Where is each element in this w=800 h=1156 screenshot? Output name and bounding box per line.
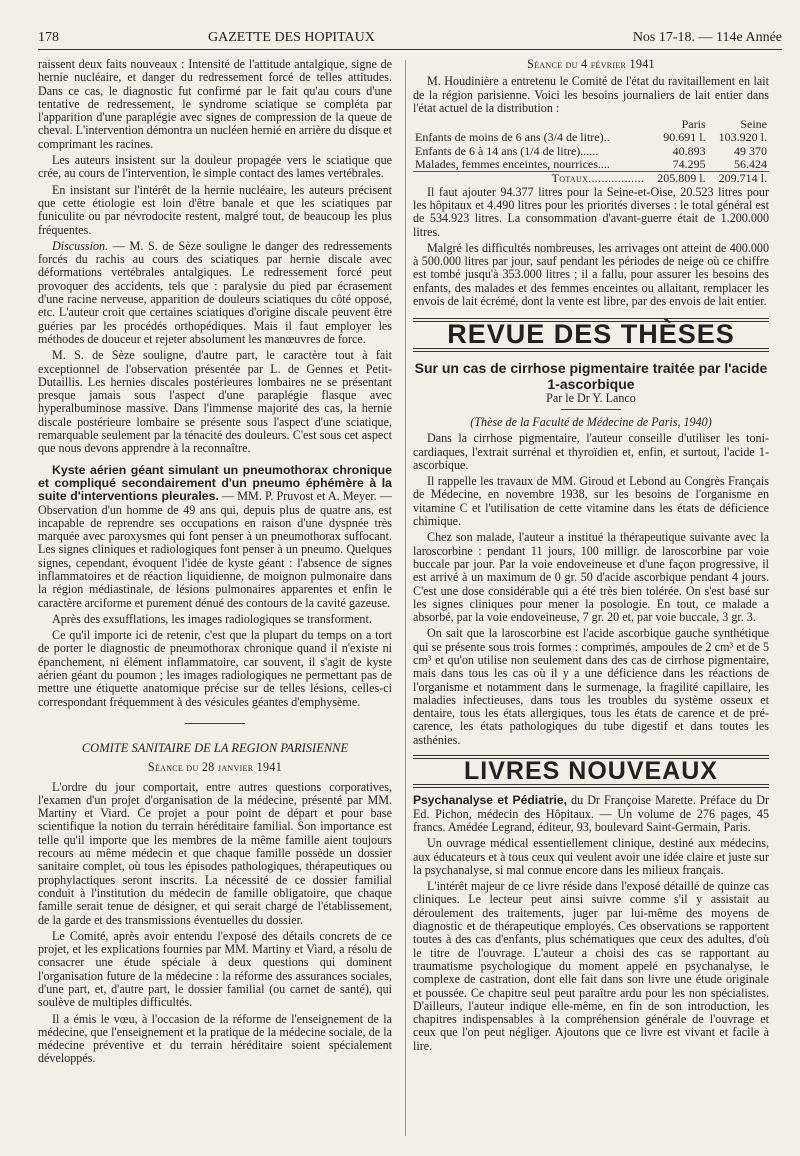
- paragraph: M. S. de Sèze souligne, d'autre part, le caractère tout à fait exceptionnel de l'observation présentée par L. de Gennes et Petit-Dutaillis. Les hernies discales postérieures lombaires ne se présentant presque jamais sous l'aspect d'une paraplégie flasque avec hyperalbuminose massive. Dans l'immense majorité des cas, la hernie discale postérieure lombaire se présente sous l'aspect d'une sciatique, remarquable seulement par la ténacité des douleurs. C'est sous cet aspect que nous devons apprendre à la reconnaître.: [38, 348, 392, 456]
- table-header-row: Paris Seine: [681, 117, 767, 132]
- paragraph: Dans la cirrhose pigmentaire, l'auteur conseille d'utiliser les toni-cardiaques, l'extrait surrénal et thyroïdien et, enfin, et surtout, l'acide 1-ascorbique.: [413, 431, 769, 472]
- paragraph: Malgré les difficultés nombreuses, les arrivages ont atteint de 400.000 à 500.000 litres par jour, sauf pendant les périodes de neige où ce chiffre est tombé jusqu'à 353.000 litres ; il a fallu, pour assurer les besoins des enfants, des malades et des femmes enceintes ou allaitant, remplacer les envois de lait écrémé, dont la vente est libre, par des envois de lait entier.: [413, 240, 769, 309]
- header-rule: [38, 49, 782, 50]
- communication-title: Kyste aérien géant simulant un pneumothorax chronique et compliqué secondairement d'un pneumo éphémère à la suite d'interventions pleurales.: [38, 462, 392, 504]
- section-heading: COMITE SANITAIRE DE LA REGION PARISIENNE: [81, 740, 349, 755]
- article-title: Sur un cas de cirrhose pigmentaire traitée par l'acide 1-ascorbique: [414, 359, 768, 392]
- page-header: [38, 30, 782, 48]
- left-column: [38, 58, 392, 1069]
- paragraph: Ce qu'il importe ici de retenir, c'est que la plupart du temps on a tort de porter le diagnostic de pneumothorax chronique quand il n'existe ni épanchement, ni élément inflammatoire, car souvent, il s'agit de kyste aérien géant du poumon ; les images radiologiques ne permettant pas de mettre une étiquette anatomique précise sur de telles lésions, celles-ci correspondant fréquemment à des vésicules géantes d'emphysème.: [38, 628, 392, 709]
- paragraph: Un ouvrage médical essentiellement clinique, destiné aux médecins, aux éducateurs et à tous ceux qui veulent avoir une idée claire et juste sur la psychanalyse, si mal connue encore dans les milieux français.: [413, 836, 769, 877]
- paragraph: Chez son malade, l'auteur a institué la thérapeutique suivante avec la laroscorbine : pendant 11 jours, 100 milligr. de laroscorbine par voie buccale par jour. Par la voie endoveineuse et d'une façon progressive, il est arrivé à un maximum de 0 gr. 50 d'acide ascorbique pendant 4 jours. C'est une dose considérable qui a été très bien tolérée. On s'est basé sur les signes cliniques pour mener la posologie. En tout, ce malade a absorbé, par la voie endoveineuse, 7 gr. 20 et, par voie buccale, 3 gr. 3.: [413, 530, 769, 625]
- paragraph: raissent deux faits nouveaux : Intensité de l'attitude antalgique, signe de hernie nucléaire, et danger du redressement forcé de telles attitudes. Dans ce cas, le diagnostic fut confirmé par le fait qu'au cours d'une tentative de redressement, le syndrome sciatique se compléta par l'apparition d'une paraplégie avec signes de compression de la queue de cheval. L'intervention démontra un nucléen hernié en arrière du disque et comprimant les racines.: [38, 57, 392, 151]
- paragraph: Il faut ajouter 94.377 litres pour la Seine-et-Oise, 20.523 litres pour les hôpitaux et 4.490 litres pour les priorités diverses : le total général est de 534.923 litres. La consommation d'avant-guerre était de 1.200.000 litres.: [413, 184, 769, 239]
- paragraph: Après des exsufflations, les images radiologiques se transforment.: [52, 611, 372, 626]
- paragraph: L'ordre du jour comportait, entre autres questions corporatives, l'examen d'un projet d'organisation de la médecine, présenté par MM. Martiny et Viard. Ce projet a pour point de départ et pour base scientifique la notion du terrain héréditaire familial. Son importance est telle qu'il importe que les membres de la même famille aient toujours recours au même médecin et que chaque famille possède un dossier sanitaire complet, où tous les épisodes pathologiques, thérapeutiques ou prophylactiques seront inscrits. La nécessité de ce dossier familial conduit à l'institution du médecin de famille obligatoire, que chaque famille serait tenue de désigner, et qui serait chargé de l'établissement, de la garde et des transmissions éventuelles du dossier.: [38, 779, 392, 927]
- separator: [185, 723, 245, 724]
- discussion-lead: Discussion.: [52, 238, 109, 253]
- seance-heading: Séance du 28 janvier 1941: [147, 760, 283, 775]
- table-row: Enfants de 6 à 14 ans (1/4 de litre)...... 40.893 49 370: [415, 143, 767, 158]
- milk-table: [413, 118, 769, 185]
- page-number: 178: [38, 30, 59, 45]
- issue-info: Nos 17-18. — 114e Année: [632, 30, 782, 45]
- livres-heading: LIVRES NOUVEAUX: [464, 757, 718, 786]
- right-column: [413, 58, 769, 1056]
- paragraph: En insistant sur l'intérêt de la hernie nucléaire, les auteurs précisent que cette étiologie est loin d'être banale et que les sciatiques par funiculite ou par névrodocite restent, malgré tout, de beaucoup les plus fréquentes.: [38, 182, 392, 237]
- book-reference: Psychanalyse et Pédiatrie, du Dr Françoise Marette. Préface du Dr Ed. Pichon, médecin des Hôpitaux. — Un volume de 276 pages, 45 francs. Amédée Legrand, éditeur, 93, boulevard Saint-Germain, Paris.: [413, 793, 769, 834]
- separator: [561, 409, 621, 410]
- paragraph: Discussion. — M. S. de Sèze souligne le danger des redressements forcés du rachis au cours des sciatiques par hernie discale avec déformations vertébrales antalgiques. Le redressement forcé peut provoquer des accidents, tels que : paralysie du pied par écrasement d'une racine nerveuse, apparition de douleurs sciatiques du côté opposé, etc. L'auteur croit que certaines sciatiques d'origine discale peuvent être guéries par les procédés orthopédiques. Mais il faut employer les méthodes de douceur et rejeter absolument les manœuvres de force.: [38, 238, 392, 346]
- table-row: Enfants de moins de 6 ans (3/4 de litre).. 90.691 l. 103.920 l.: [415, 130, 767, 145]
- paragraph: Le Comité, après avoir entendu l'exposé des détails concrets de ce projet, et les explications fournies par MM. Martiny et Viard, a résolu de consacrer une étude spéciale à deux questions qui dominent l'organisation future de la médecine : la réforme des assurances sociales, d'une part, et, d'autre part, le dossier familial (ou carnet de santé), qui soulève de multiples difficultés.: [38, 928, 392, 1010]
- table-row: Malades, femmes enceintes, nourrices.... 74.295 56.424: [415, 157, 767, 172]
- article-author: Par le Dr Y. Lanco: [546, 390, 636, 405]
- table-total-row: Totaux................. 205.809 l. 209.714 l.: [413, 172, 769, 186]
- paragraph: Kyste aérien géant simulant un pneumothorax chronique et compliqué secondairement d'un pneumo éphémère à la suite d'interventions pleurales. — MM. P. Pruvost et A. Meyer. — Observation d'un homme de 49 ans qui, depuis plus de quatre ans, est incapable de reprendre ses occupations en raison d'une dyspnée très marquée avec paroxysmes qui font penser à un pneumothorax suffocant. Les signes cliniques et radiologiques font penser à un pneumo. Quelques signes, cependant, évoquent l'idée de kyste géant : l'absence de signes inflammatoires et de réaction liquidienne, de moignon pulmonaire dans la région médiastinale, de lésions pulmonaires apparentes et enfin le caractère arciforme et purement dénué des contours de la cavité gazeuse.: [38, 462, 392, 610]
- paragraph: On sait que la laroscorbine est l'acide ascorbique gauche synthétique qui se présente sous trois formes : comprimés, ampoules de 2 cm³ et de 5 cm³ et qu'on utilise non seulement dans des cas de cirrhose pigmentaire, mais dans tous les cas où il y a une déficience dans les réactions de l'organisme et notamment dans le surmenage, la fragilité capillaire, les maladies infectieuses, dans tous les troubles du système osseux et dentaire, tous les états allergiques, tous les états de carence et de pré-carence, les états pathologiques du tube digestif et dans toutes les asthénies.: [413, 626, 769, 747]
- seance-heading: Séance du 4 février 1941: [527, 57, 655, 71]
- paragraph: Il a émis le vœu, à l'occasion de la réforme de l'enseignement de la médecine, que l'enseignement et la pratique de la médecine sociale, de la médecine préventive et du terrain héréditaire soient spécialement développés.: [38, 1011, 392, 1066]
- paragraph: L'intérêt majeur de ce livre réside dans l'exposé détaillé de quinze cas cliniques. Le lecteur peut ainsi suivre comme s'il y assistait au déroulement des traitements, juger par lui-même des moyens de diagnostic et de thérapeutique employés. Ces observations se rapportent toutes à des cas d'enfants, plus schématiques que ceux des adultes, d'où le titre de l'ouvrage. L'auteur a choisi des cas se rapportant au traumatisme psychologique du moment appelé en psychanalyse, le complexe de castration, dont elle fait dans son livre une étude originale et poussée. Ce chapitre seul peut paraître ardu pour les non spécialistes. D'ailleurs, l'auteur indique elle-même, en fin de son introduction, les chapitres indispensables à la compréhension générale de l'ouvrage et ceux que l'on peut négliger. Ajoutons que ce livre est vivant et facile à lire.: [413, 879, 769, 1053]
- journal-title: GAZETTE DES HOPITAUX: [208, 30, 375, 45]
- paragraph: Les auteurs insistent sur la douleur propagée vers le sciatique que crée, au cours de l'intervention, le simple contact des lames vertébrales.: [38, 153, 392, 181]
- column-divider: [405, 60, 406, 1136]
- book-title: Psychanalyse et Pédiatrie,: [413, 793, 567, 808]
- paragraph: M. Houdinière a entretenu le Comité de l'état du ravitaillement en lait de la région parisienne. Voici les besoins journaliers de lait entier dans l'état actuel de la distribution :: [413, 74, 769, 115]
- paragraph: Il rappelle les travaux de MM. Giroud et Lebond au Congrès Français de Médecine, en novembre 1938, sur les besoins de l'organisme en vitamine C et l'utilisation de cette vitamine dans les états de déficience chimique.: [413, 474, 769, 529]
- article-source: (Thèse de la Faculté de Médecine de Paris, 1940): [470, 414, 712, 429]
- revue-heading: REVUE DES THÈSES: [447, 319, 735, 350]
